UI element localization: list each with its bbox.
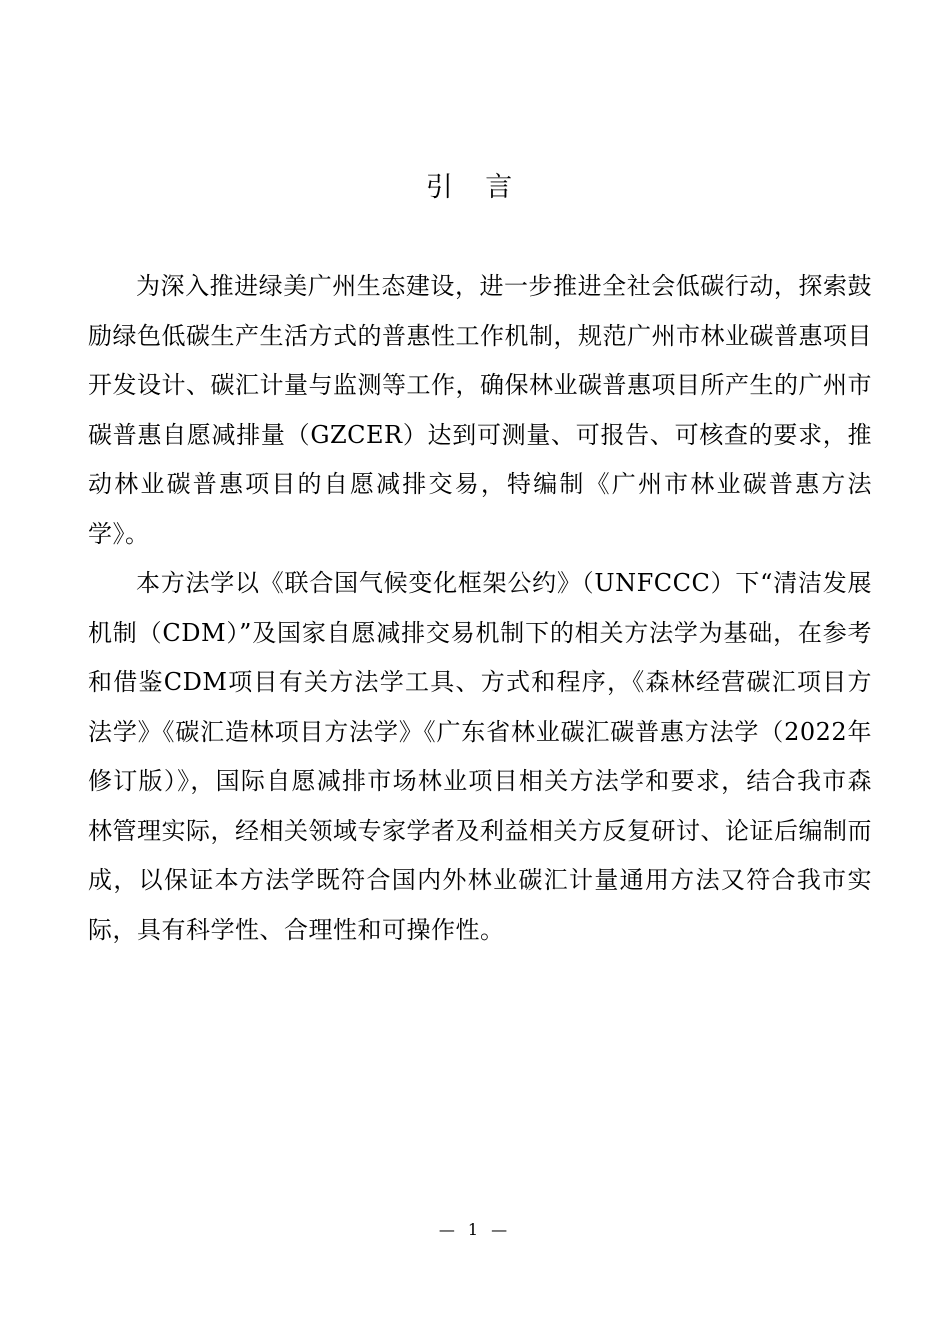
paragraph-1: 为深入推进绿美广州生态建设，进一步推进全社会低碳行动，探索鼓励绿色低碳生产生活方式的普惠性工作机制，规范广州市林业碳普惠项目开发设计、碳汇计量与监测等工作，确保林业碳普惠项目所产生的广州市碳普惠自愿减排量（GZCER）达到可测量、可报告、可核查的要求，推动林业碳普惠项目的自愿减排交易，特编制《广州市林业碳普惠方法学》。 xyxy=(88,272,872,548)
paragraph-2: 本方法学以《联合国气候变化框架公约》（UNFCCC）下“清洁发展机制（CDM）”及国家自愿减排交易机制下的相关方法学为基础，在参考和借鉴CDM项目有关方法学工具、方式和程序，《森林经营碳汇项目方法学》《碳汇造林项目方法学》《广东省林业碳汇碳普惠方法学（2022年修订版）》，国际自愿减排市场林业项目相关方法学和要求，结合我市森林管理实际，经相关领域专家学者及利益相关方反复研讨、论证后编制而成，以保证本方法学既符合国内外林业碳汇计量通用方法又符合我市实际，具有科学性、合理性和可操作性。 xyxy=(88,569,872,944)
document-body xyxy=(88,262,872,955)
page-number: — 1 — xyxy=(438,1220,512,1239)
page-title: 引 言 xyxy=(425,172,525,203)
